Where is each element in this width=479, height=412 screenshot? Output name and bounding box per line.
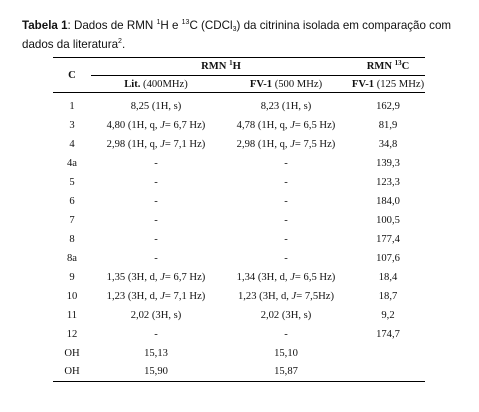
header-rmn-c-sup: 13 — [394, 59, 402, 67]
table-body — [53, 93, 425, 382]
cell-lit — [91, 249, 221, 268]
cell-c13 — [351, 154, 425, 173]
caption-text: C (CDCl — [189, 19, 233, 32]
header-rmn-h-label: RMN — [201, 61, 230, 72]
cell-carbon-text: 1 — [69, 100, 75, 112]
cell-lit-post: = 6,7 Hz) — [164, 119, 206, 131]
cell-carbon-text: OH — [64, 366, 80, 378]
cell-carbon — [53, 192, 91, 211]
cell-c13-text: 139,3 — [376, 157, 400, 169]
cell-c13 — [351, 135, 425, 154]
cell-lit-j: J — [160, 271, 165, 283]
cell-c13-text: 81,9 — [378, 119, 398, 131]
cell-carbon-text: 7 — [69, 214, 75, 226]
caption-sub: 3 — [232, 26, 237, 33]
cell-carbon — [53, 306, 91, 325]
header-rmn-h-sup: 1 — [229, 59, 233, 67]
cell-carbon — [53, 116, 91, 135]
cell-lit — [91, 135, 221, 154]
cell-c13-text: 9,2 — [381, 309, 395, 321]
cell-lit-text: - — [154, 233, 158, 245]
cell-carbon-text: 8a — [67, 252, 77, 264]
caption-text: : Dados de RMN — [67, 19, 157, 32]
cell-fv1-pre: 1,23 (3H, d, — [237, 290, 292, 302]
header-rmn-h — [91, 58, 351, 76]
cell-lit-text: 15,13 — [144, 347, 168, 359]
cell-lit-text: 8,25 (1H, s) — [130, 100, 182, 112]
cell-c13-text: 123,3 — [376, 176, 400, 188]
cell-lit — [91, 154, 221, 173]
table-row — [53, 249, 425, 268]
cell-carbon-text: 10 — [66, 290, 78, 302]
cell-lit — [91, 325, 221, 344]
caption-label: Tabela 1 — [22, 19, 68, 32]
cell-fv1-text: - — [284, 176, 288, 188]
cell-fv1 — [221, 287, 351, 306]
cell-c13-text: 177,4 — [376, 233, 400, 245]
cell-fv1-j: J — [290, 138, 295, 150]
table-header-row — [53, 58, 425, 76]
header-rmn-h-unit: H — [232, 61, 241, 72]
table-row — [53, 192, 425, 211]
cell-c13-text: 184,0 — [376, 195, 400, 207]
table-row — [53, 211, 425, 230]
cell-lit-pre: 1,35 (3H, d, — [106, 271, 161, 283]
table-row — [53, 344, 425, 363]
nmr-data-table — [53, 57, 425, 382]
header-rmn-c-unit: C — [401, 61, 410, 72]
cell-fv1 — [221, 249, 351, 268]
cell-fv1-text: 15,10 — [274, 347, 298, 359]
cell-c13 — [351, 325, 425, 344]
cell-fv1-post: = 6,5 Hz) — [294, 271, 336, 283]
table-row — [53, 135, 425, 154]
caption-sup: 2 — [118, 38, 122, 45]
cell-carbon — [53, 249, 91, 268]
cell-c13-text: 162,9 — [376, 100, 400, 112]
cell-fv1-text: - — [284, 157, 288, 169]
caption-text: H e — [160, 19, 182, 32]
cell-fv1-text: 8,23 (1H, s) — [260, 100, 312, 112]
cell-carbon — [53, 325, 91, 344]
cell-carbon-text: 9 — [69, 271, 75, 283]
cell-fv1-text: - — [284, 328, 288, 340]
header-fv1-h-rest: (500 MHz) — [272, 78, 323, 90]
cell-fv1-text: - — [284, 214, 288, 226]
header-rmn-c-label: RMN — [366, 61, 395, 72]
table-row — [53, 287, 425, 306]
cell-carbon — [53, 93, 91, 116]
cell-fv1-text: - — [284, 252, 288, 264]
caption-text: . — [121, 38, 126, 51]
cell-carbon-text: 8 — [69, 233, 75, 245]
cell-carbon-text: 4 — [69, 138, 75, 150]
cell-lit-j: J — [160, 119, 165, 131]
cell-lit-pre: 4,80 (1H, q, — [106, 119, 161, 131]
cell-fv1-post: = 7,5Hz) — [296, 290, 334, 302]
cell-lit-text: 15,90 — [144, 366, 168, 378]
cell-lit-pre: 1,23 (3H, d, — [106, 290, 161, 302]
cell-carbon-text: 12 — [66, 328, 78, 340]
cell-fv1-pre: 1,34 (3H, d, — [236, 271, 291, 283]
cell-fv1-text: - — [284, 233, 288, 245]
cell-fv1 — [221, 116, 351, 135]
cell-lit-text: - — [154, 328, 158, 340]
cell-carbon-text: 4a — [67, 157, 77, 169]
header-fv1-c — [351, 76, 425, 93]
table-row — [53, 230, 425, 249]
cell-c13 — [351, 287, 425, 306]
cell-lit-text: - — [154, 157, 158, 169]
table-row — [53, 268, 425, 287]
table-subheader-row — [53, 76, 425, 93]
cell-lit — [91, 211, 221, 230]
cell-c13-text: 34,8 — [378, 138, 398, 150]
cell-fv1-text: 2,02 (3H, s) — [260, 309, 312, 321]
cell-lit-text: - — [154, 252, 158, 264]
cell-fv1-text: - — [284, 195, 288, 207]
cell-carbon — [53, 230, 91, 249]
cell-carbon-text: 6 — [69, 195, 75, 207]
header-fv1-c-bold: FV-1 — [351, 78, 375, 90]
cell-carbon — [53, 363, 91, 382]
cell-fv1-pre: 4,78 (1H, q, — [236, 119, 291, 131]
cell-c13 — [351, 173, 425, 192]
cell-lit — [91, 116, 221, 135]
cell-fv1 — [221, 325, 351, 344]
cell-fv1-j: J — [290, 119, 295, 131]
cell-lit-text: - — [154, 214, 158, 226]
cell-fv1 — [221, 230, 351, 249]
cell-carbon-text: 11 — [66, 309, 78, 321]
cell-c13-text: 18,4 — [378, 271, 398, 283]
cell-fv1 — [221, 154, 351, 173]
cell-c13 — [351, 116, 425, 135]
cell-fv1-post: = 6,5 Hz) — [294, 119, 336, 131]
cell-fv1 — [221, 192, 351, 211]
cell-lit — [91, 230, 221, 249]
cell-lit — [91, 287, 221, 306]
cell-c13 — [351, 192, 425, 211]
cell-lit-j: J — [160, 290, 165, 302]
cell-lit-post: = 7,1 Hz) — [164, 290, 206, 302]
cell-c13 — [351, 306, 425, 325]
header-lit-rest: (400MHz) — [140, 78, 188, 90]
cell-c13 — [351, 344, 425, 363]
cell-fv1 — [221, 363, 351, 382]
cell-fv1 — [221, 211, 351, 230]
cell-fv1-j: J — [290, 271, 295, 283]
cell-fv1 — [221, 268, 351, 287]
cell-c13 — [351, 268, 425, 287]
cell-carbon — [53, 135, 91, 154]
header-c — [53, 58, 91, 93]
header-fv1-c-rest: (125 MHz) — [374, 78, 425, 90]
cell-fv1-j: J — [291, 290, 297, 302]
table-row — [53, 173, 425, 192]
table-row — [53, 363, 425, 382]
cell-lit-pre: 2,98 (1H, q, — [106, 138, 161, 150]
cell-lit-text: - — [154, 195, 158, 207]
cell-fv1-pre: 2,98 (1H, q, — [236, 138, 291, 150]
cell-c13-text: 18,7 — [378, 290, 398, 302]
cell-lit-j: J — [160, 138, 165, 150]
cell-carbon — [53, 287, 91, 306]
cell-c13 — [351, 249, 425, 268]
cell-lit — [91, 268, 221, 287]
cell-c13-text: 174,7 — [376, 328, 400, 340]
cell-carbon-text: 3 — [69, 119, 75, 131]
cell-carbon — [53, 154, 91, 173]
cell-c13-text: 107,6 — [376, 252, 400, 264]
table-row — [53, 154, 425, 173]
cell-carbon — [53, 268, 91, 287]
cell-lit — [91, 363, 221, 382]
cell-lit-text: - — [154, 176, 158, 188]
cell-lit — [91, 306, 221, 325]
table-caption — [22, 16, 474, 54]
caption-sup: 1 — [156, 19, 161, 26]
cell-lit — [91, 173, 221, 192]
caption-sup: 13 — [181, 19, 190, 26]
cell-carbon-text: OH — [64, 347, 80, 359]
cell-carbon — [53, 173, 91, 192]
cell-c13 — [351, 363, 425, 382]
cell-fv1 — [221, 93, 351, 116]
cell-fv1-post: = 7,5 Hz) — [294, 138, 336, 150]
table-row — [53, 116, 425, 135]
cell-fv1 — [221, 344, 351, 363]
header-rmn-c — [351, 58, 425, 76]
header-fv1-h — [221, 76, 351, 93]
table-row — [53, 93, 425, 116]
header-c-label: C — [68, 69, 76, 81]
cell-fv1 — [221, 173, 351, 192]
cell-carbon — [53, 211, 91, 230]
cell-lit-text: 2,02 (3H, s) — [130, 309, 182, 321]
cell-lit-post: = 6,7 Hz) — [164, 271, 206, 283]
cell-c13 — [351, 230, 425, 249]
cell-fv1 — [221, 306, 351, 325]
cell-carbon — [53, 344, 91, 363]
cell-fv1 — [221, 135, 351, 154]
header-fv1-h-bold: FV-1 — [249, 78, 273, 90]
cell-lit — [91, 93, 221, 116]
caption-text: ) da citrinina isolada em comparação com dados da literatura — [22, 19, 452, 51]
cell-c13-text: 100,5 — [376, 214, 400, 226]
cell-c13 — [351, 211, 425, 230]
cell-c13 — [351, 93, 425, 116]
header-lit — [91, 76, 221, 93]
header-lit-bold: Lit. — [124, 78, 141, 90]
cell-carbon-text: 5 — [69, 176, 75, 188]
table-row — [53, 325, 425, 344]
cell-lit — [91, 344, 221, 363]
cell-fv1-text: 15,87 — [274, 366, 298, 378]
table-row — [53, 306, 425, 325]
cell-lit-post: = 7,1 Hz) — [164, 138, 206, 150]
cell-lit — [91, 192, 221, 211]
